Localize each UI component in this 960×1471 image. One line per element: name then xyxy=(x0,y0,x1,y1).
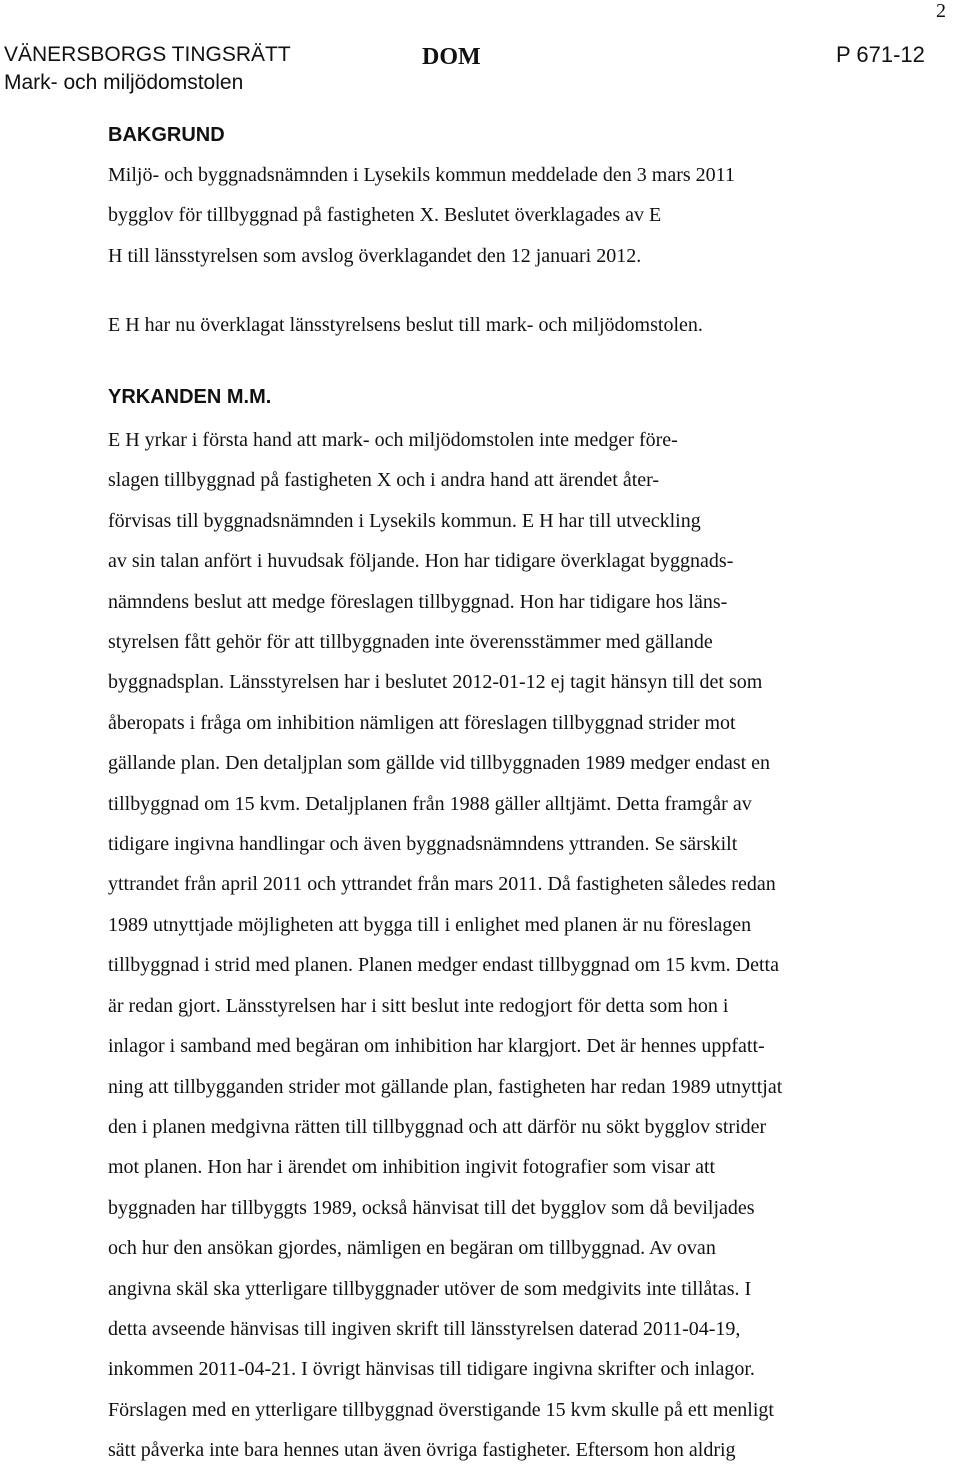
text-line: och hur den ansökan gjordes, nämligen en begäran om tillbyggnad. Av ovan xyxy=(108,1237,716,1260)
text-line: byggnaden har tillbyggts 1989, också hänvisat till det bygglov som då beviljades xyxy=(108,1196,755,1219)
text-line: 1989 utnyttjade möjligheten att bygga till i enlighet med planen är nu föreslagen xyxy=(108,913,752,936)
text-line: den i planen medgivna rätten till tillbyggnad och att därför nu sökt bygglov strider xyxy=(108,1115,767,1138)
text-line: förvisas till byggnadsnämnden i Lysekils kommun. E H har till utveckling xyxy=(108,509,701,532)
text-line: inlagor i samband med begäran om inhibition har klargjort. Det är hennes uppfatt- xyxy=(108,1035,765,1058)
text-line: slagen tillbyggnad på fastigheten X och i andra hand att ärendet åter- xyxy=(108,469,660,492)
court-name: VÄNERSBORGS TINGSRÄTT xyxy=(4,43,291,66)
text-line: H till länsstyrelsen som avslog överklagandet den 12 januari 2012. xyxy=(108,244,642,267)
text-line: åberopats i fråga om inhibition nämligen att föreslagen tillbyggnad strider mot xyxy=(108,711,736,734)
page-number: 2 xyxy=(936,0,946,22)
paragraph-yrkanden xyxy=(108,420,908,1471)
text-line: bygglov för tillbyggnad på fastigheten X. Beslutet överklagades av E xyxy=(108,204,662,227)
text-line: gällande plan. Den detaljplan som gällde vid tillbyggnaden 1989 medger endast en xyxy=(108,752,771,775)
text-line: mot planen. Hon har i ärendet om inhibition ingivit fotografier som visar att xyxy=(108,1156,716,1179)
court-division: Mark- och miljödomstolen xyxy=(4,71,244,94)
text-line: nämndens beslut att medge föreslagen tillbyggnad. Hon har tidigare hos läns- xyxy=(108,590,728,613)
text-line: detta avseende hänvisas till ingiven skrift till länsstyrelsen daterad 2011-04-19, xyxy=(108,1317,741,1340)
text-line: är redan gjort. Länsstyrelsen har i sitt beslut inte redogjort för detta som hon i xyxy=(108,994,729,1017)
text-line: yttrandet från april 2011 och yttrandet från mars 2011. Då fastigheten således redan xyxy=(108,873,776,896)
case-number: P 671-12 xyxy=(836,42,925,67)
text-line: E H yrkar i första hand att mark- och miljödomstolen inte medger före- xyxy=(108,429,678,451)
text-line: tillbyggnad i strid med planen. Planen medger endast tillbyggnad om 15 kvm. Detta xyxy=(108,954,779,977)
text-line: byggnadsplan. Länsstyrelsen har i beslutet 2012-01-12 ej tagit hänsyn till det som xyxy=(108,671,763,694)
text-line: E H har nu överklagat länsstyrelsens beslut till mark- och miljödomstolen. xyxy=(108,314,703,336)
text-line: ning att tillbygganden strider mot gällande plan, fastigheten har redan 1989 utnyttjat xyxy=(108,1075,783,1098)
text-line: sätt påverka inte bara hennes utan även övriga fastigheter. Eftersom hon aldrig xyxy=(108,1439,736,1462)
paragraph-bakgrund xyxy=(108,155,908,276)
document-type: DOM xyxy=(422,44,481,70)
text-line: styrelsen fått gehör för att tillbyggnaden inte överensstämmer med gällande xyxy=(108,631,713,654)
section-heading-bakgrund: BAKGRUND xyxy=(108,124,225,146)
paragraph-appeal-statement xyxy=(108,305,908,345)
text-line: Förslagen med en ytterligare tillbyggnad överstigande 15 kvm skulle på ett menligt xyxy=(108,1398,774,1421)
text-line: av sin talan anfört i huvudsak följande. Hon har tidigare överklagat byggnads- xyxy=(108,550,734,573)
text-line: Miljö- och byggnadsnämnden i Lysekils kommun meddelade den 3 mars 2011 xyxy=(108,164,735,186)
text-line: inkommen 2011-04-21. I övrigt hänvisas till tidigare ingivna skrifter och inlagor. xyxy=(108,1358,755,1381)
text-line: tidigare ingivna handlingar och även byggnadsnämndens yttranden. Se särskilt xyxy=(108,833,738,856)
section-heading-yrkanden: YRKANDEN M.M. xyxy=(108,386,272,408)
text-line: tillbyggnad om 15 kvm. Detaljplanen från 1988 gäller alltjämt. Detta framgår av xyxy=(108,792,752,815)
text-line: angivna skäl ska ytterligare tillbyggnader utöver de som medgivits inte tillåtas. I xyxy=(108,1277,752,1300)
